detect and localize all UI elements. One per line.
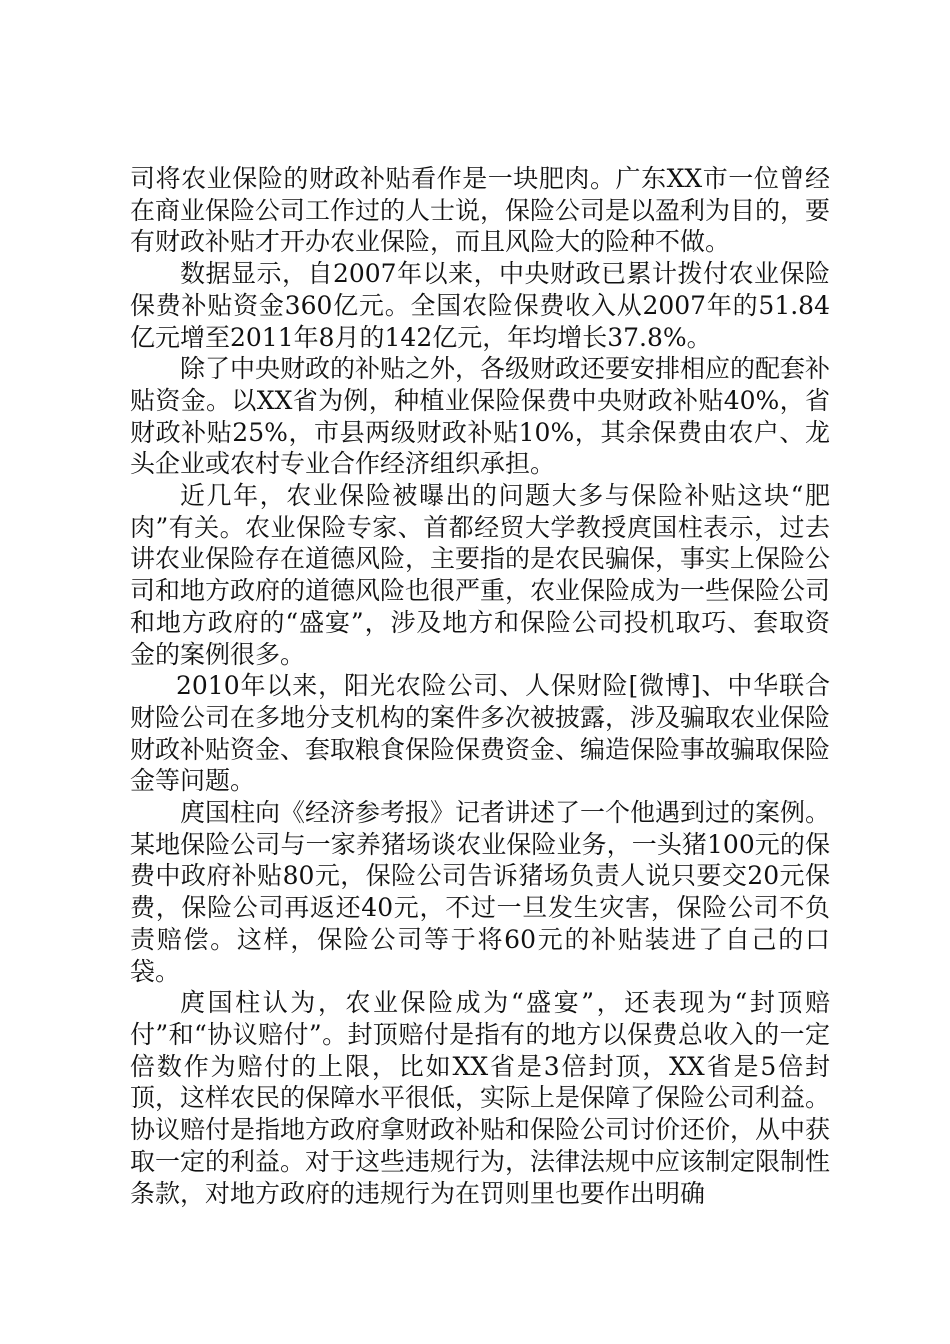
paragraph-continuation: 司将农业保险的财政补贴看作是一块肥肉。广东XX市一位曾经在商业保险公司工作过的人士说，保险公司是以盈利为目的，要有财政补贴才开办农业保险，而且风险大的险种不做。 bbox=[130, 164, 831, 257]
paragraph-cases-2010: 2010年以来，阳光农险公司、人保财险[微博]、中华联合财险公司在多地分支机构的案件多次被披露，涉及骗取农业保险财政补贴资金、套取粮食保险保费资金、编造保险事故骗取保险金等问题。 bbox=[130, 671, 831, 796]
document-body bbox=[130, 163, 830, 1209]
paragraph-moral-hazard: 近几年，农业保险被曝出的问题大多与保险补贴这块“肥肉”有关。农业保险专家、首都经贸大学教授庹国柱表示，过去讲农业保险存在道德风险，主要指的是农民骗保，事实上保险公司和地方政府的道德风险也很严重，农业保险成为一些保险公司和地方政府的“盛宴”，涉及地方和保险公司投机取巧、套取资金的案例很多。 bbox=[130, 481, 831, 669]
paragraph-pig-farm-case: 庹国柱向《经济参考报》记者讲述了一个他遇到过的案例。某地保险公司与一家养猪场谈农业保险业务，一头猪100元的保费中政府补贴80元，保险公司告诉猪场负责人说只要交20元保费，保险公司再返还40元，不过一旦发生灾害，保险公司不负责赔偿。这样，保险公司等于将60元的补贴装进了自己的口袋。 bbox=[130, 798, 831, 986]
paragraph-data-stats: 数据显示，自2007年以来，中央财政已累计拨付农业保险保费补贴资金360亿元。全国农险保费收入从2007年的51.84亿元增至2011年8月的142亿元，年均增长37.8%。 bbox=[130, 259, 830, 352]
paragraph-capped-payout: 庹国柱认为，农业保险成为“盛宴”，还表现为“封顶赔付”和“协议赔付”。封顶赔付是指有的地方以保费总收入的一定倍数作为赔付的上限，比如XX省是3倍封顶，XX省是5倍封顶，这样农民的保障水平很低，实际上是保障了保险公司利益。协议赔付是指地方政府拿财政补贴和保险公司讨价还价，从中获取一定的利益。对于这些违规行为，法律法规中应该制定限制性条款，对地方政府的违规行为在罚则里也要作出明确 bbox=[130, 988, 831, 1208]
paragraph-matching-funds: 除了中央财政的补贴之外，各级财政还要安排相应的配套补贴资金。以XX省为例，种植业保险保费中央财政补贴40%，省财政补贴25%，市县两级财政补贴10%，其余保费由农户、龙头企业或农村专业合作经济组织承担。 bbox=[130, 354, 831, 479]
